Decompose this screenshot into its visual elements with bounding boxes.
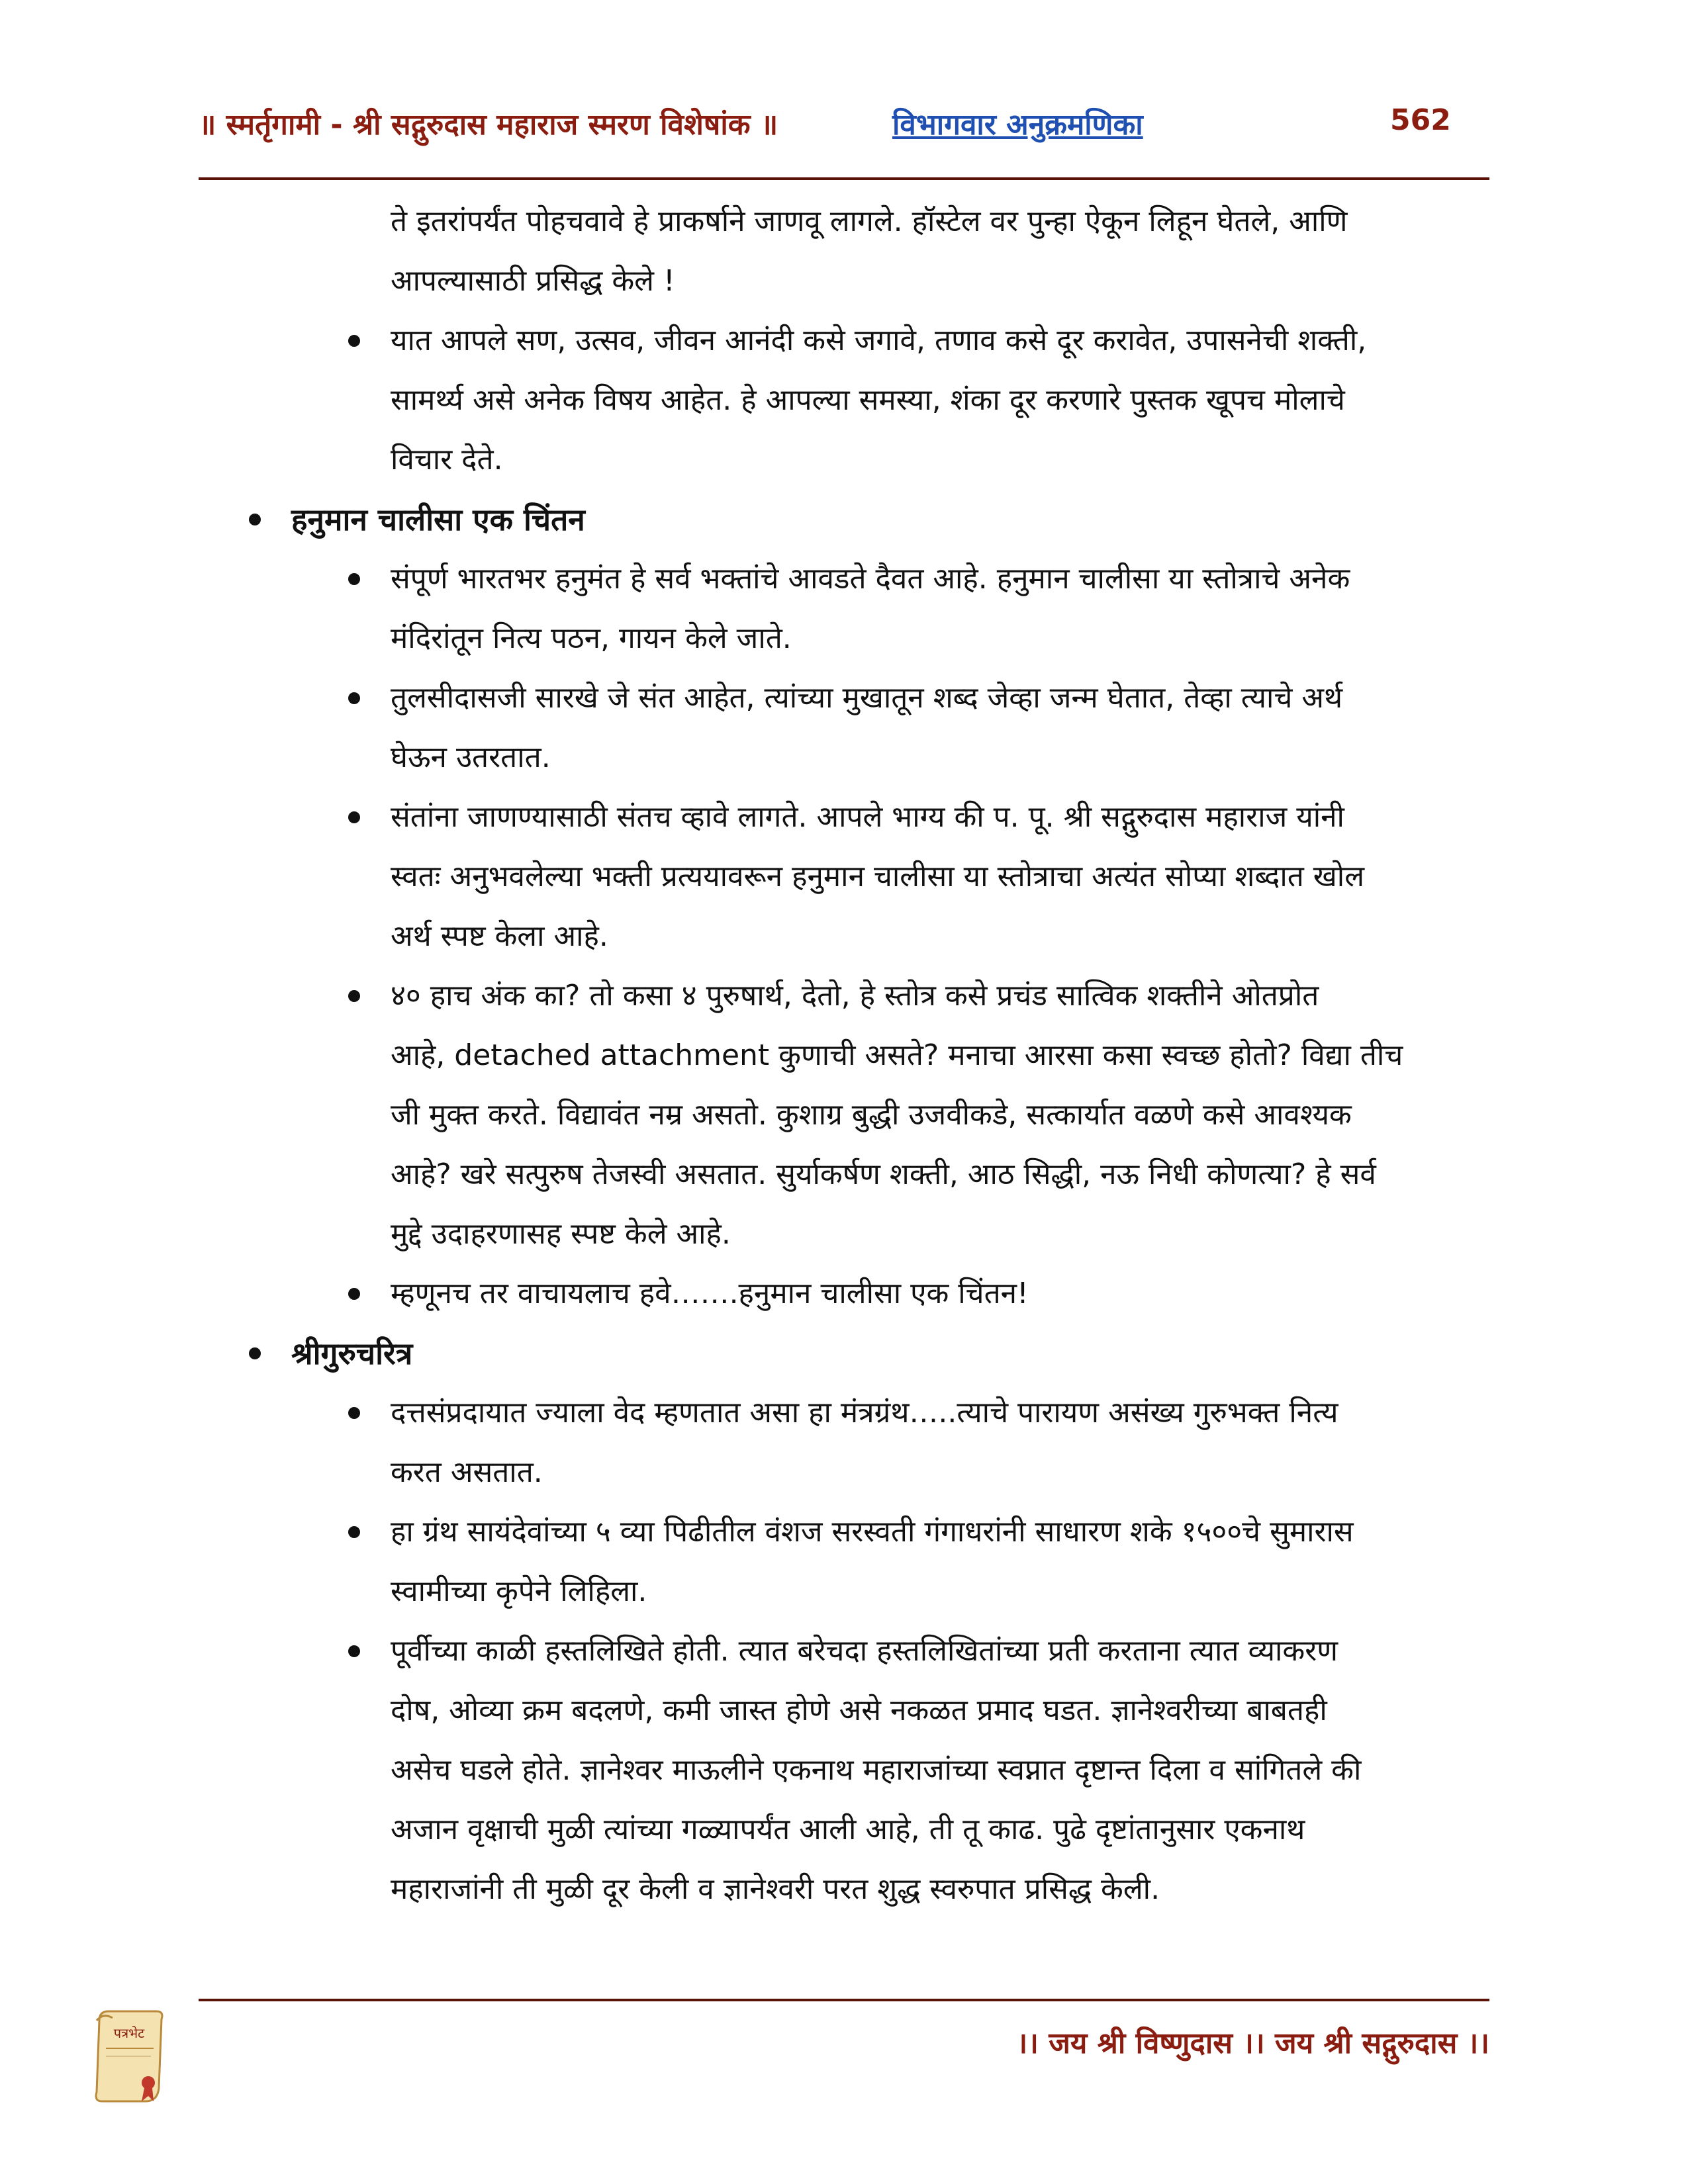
list-item-line: संपूर्ण भारतभर हनुमंत हे सर्व भक्तांचे आवडते दैवत आहे. हनुमान चालीसा या स्तोत्राचे अनेक <box>391 562 1350 596</box>
section-index-link[interactable]: विभागवार अनुक्रमणिका <box>892 108 1143 142</box>
list-item-line: महाराजांनी ती मुळी दूर केली व ज्ञानेश्वरी परत शुद्ध स्वरुपात प्रसिद्ध केली. <box>391 1872 1160 1906</box>
section-heading-hanuman-chalisa: हनुमान चालीसा एक चिंतन <box>291 502 585 537</box>
list-item-line: विचार देते. <box>391 443 503 477</box>
list-item-line: दत्तसंप्रदायात ज्याला वेद म्हणतात असा हा मंत्रग्रंथ…..त्याचे पारायण असंख्य गुरुभक्त नित्य <box>391 1396 1338 1430</box>
list-item-line: स्वतः अनुभवलेल्या भक्ती प्रत्ययावरून हनुमान चालीसा या स्तोत्राचा अत्यंत सोप्या शब्दात खोल <box>391 860 1365 893</box>
bullet-dot <box>348 1526 360 1538</box>
list-item-line: मुद्दे उदाहरणासह स्पष्ट केले आहे. <box>391 1217 731 1251</box>
bullet-dot <box>348 1407 360 1419</box>
list-item-line: स्वामीच्या कृपेने लिहिला. <box>391 1574 647 1608</box>
section-heading-gurucharitra: श्रीगुरुचरित्र <box>291 1336 413 1371</box>
footer-divider <box>199 1999 1489 2001</box>
list-item-line: सामर्थ्य असे अनेक विषय आहेत. हे आपल्या समस्या, शंका दूर करणारे पुस्तक खूपच मोलाचे <box>391 383 1345 417</box>
list-item-line: पूर्वीच्या काळी हस्तलिखिते होती. त्यात बरेचदा हस्तलिखितांच्या प्रती करताना त्यात व्याकरण <box>391 1634 1338 1668</box>
list-item-line: मंदिरांतून नित्य पठन, गायन केले जाते. <box>391 621 792 655</box>
bullet-dot <box>249 1347 261 1359</box>
list-item-line: दोष, ओव्या क्रम बदलणे, कमी जास्त होणे असे नकळत प्रमाद घडत. ज्ञानेश्वरीच्या बाबतही <box>391 1694 1327 1727</box>
list-item-line: घेऊन उतरतात. <box>391 741 551 774</box>
list-item-line: जी मुक्त करते. विद्यावंत नम्र असतो. कुशाग्र बुद्धी उजवीकडे, सत्कार्यात वळणे कसे आवश्यक <box>391 1098 1352 1132</box>
paragraph-line: ते इतरांपर्यंत पोहचवावे हे प्राकर्षाने जाणवू लागले. हॉस्टेल वर पुन्हा ऐकून लिहून घेतले, आणि <box>391 205 1348 238</box>
bullet-dot <box>348 573 360 585</box>
list-item-line: आहे? खरे सत्पुरुष तेजस्वी असतात. सुर्याकर्षण शक्ती, आठ सिद्धी, नऊ निधी कोणत्या? हे सर्व <box>391 1158 1376 1191</box>
logo-text: पत्रभेट <box>113 2025 145 2041</box>
page-number: 562 <box>1390 103 1451 137</box>
list-item-line: आहे, detached attachment कुणाची असते? मनाचा आरसा कसा स्वच्छ होतो? विद्या तीच <box>391 1038 1403 1072</box>
bullet-dot <box>348 990 360 1002</box>
bullet-dot <box>348 1288 360 1300</box>
bullet-dot <box>249 514 261 525</box>
list-item-line: संतांना जाणण्यासाठी संतच व्हावे लागते. आपले भाग्य की प. पू. श्री सद्गुरुदास महाराज यांनी <box>391 800 1344 834</box>
paragraph-line: आपल्यासाठी प्रसिद्ध केले ! <box>391 264 675 298</box>
bullet-dot <box>348 1645 360 1657</box>
list-item-line: करत असतात. <box>391 1455 543 1489</box>
list-item-line: तुलसीदासजी सारखे जे संत आहेत, त्यांच्या मुखातून शब्द जेव्हा जन्म घेतात, तेव्हा त्याचे अर्थ <box>391 681 1343 715</box>
list-item-line: म्हणूनच तर वाचायलाच हवे…….हनुमान चालीसा एक चिंतन! <box>391 1277 1029 1310</box>
magazine-title: ॥ स्मर्तृगामी - श्री सद्गुरुदास महाराज स्मरण विशेषांक ॥ <box>199 108 778 142</box>
list-item-line: अर्थ स्पष्ट केला आहे. <box>391 919 608 953</box>
page-header <box>199 99 1489 152</box>
list-item-line: अजान वृक्षाची मुळी त्यांच्या गळ्यापर्यंत आली आहे, ती तू काढ. पुढे दृष्टांतानुसार एकनाथ <box>391 1813 1305 1846</box>
bullet-dot <box>348 335 360 347</box>
footer-motto: ।। जय श्री विष्णुदास ।। जय श्री सद्गुरुदास ।। <box>1016 2026 1489 2060</box>
list-item-line: हा ग्रंथ सायंदेवांच्या ५ व्या पिढीतील वंशज सरस्वती गंगाधरांनी साधारण शके १५००चे सुमारास <box>391 1515 1354 1549</box>
list-item-line: ४० हाच अंक का? तो कसा ४ पुरुषार्थ, देतो, हे स्तोत्र कसे प्रचंड सात्विक शक्तीने ओतप्रोत <box>391 979 1319 1013</box>
bullet-dot <box>348 811 360 823</box>
list-item-line: यात आपले सण, उत्सव, जीवन आनंदी कसे जगावे, तणाव कसे दूर करावेत, उपासनेची शक्ती, <box>391 324 1367 357</box>
patrabhet-scroll-logo <box>93 2009 165 2108</box>
list-item-line: असेच घडले होते. ज्ञानेश्वर माऊलीने एकनाथ महाराजांच्या स्वप्नात दृष्टान्त दिला व सांगितले की <box>391 1753 1362 1787</box>
bullet-dot <box>348 692 360 704</box>
header-divider <box>199 177 1489 180</box>
